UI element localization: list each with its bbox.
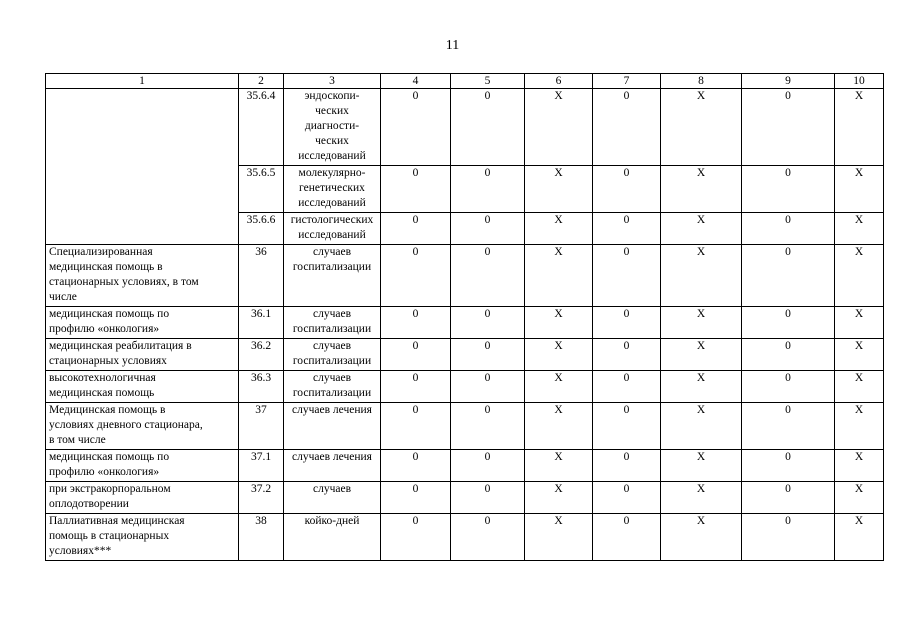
value-cell-col-6: Х [525, 89, 593, 166]
value-cell-col-7: 0 [593, 371, 661, 403]
value-cell-col-8: Х [661, 307, 742, 339]
value-cell-col-9: 0 [742, 371, 835, 403]
value-cell-col-10: Х [835, 482, 884, 514]
row-unit-cell: молекулярно- генетических исследований [284, 166, 381, 213]
value-cell-col-10: Х [835, 213, 884, 245]
value-cell-col-8: Х [661, 89, 742, 166]
value-cell-col-9: 0 [742, 166, 835, 213]
value-cell-col-5: 0 [451, 307, 525, 339]
value-cell-col-6: Х [525, 339, 593, 371]
value-cell-col-9: 0 [742, 450, 835, 482]
value-cell-col-6: Х [525, 371, 593, 403]
value-cell-col-9: 0 [742, 89, 835, 166]
row-name-cell: Медицинская помощь в условиях дневного стационара, в том числе [46, 403, 239, 450]
row-unit-cell: случаев лечения [284, 403, 381, 450]
value-cell-col-7: 0 [593, 482, 661, 514]
row-code-cell: 35.6.6 [239, 213, 284, 245]
row-code-cell: 35.6.5 [239, 166, 284, 213]
column-header-10: 10 [835, 74, 884, 89]
row-code-cell: 37 [239, 403, 284, 450]
column-header-1: 1 [46, 74, 239, 89]
column-header-4: 4 [381, 74, 451, 89]
page-number: 11 [445, 38, 460, 53]
value-cell-col-10: Х [835, 307, 884, 339]
value-cell-col-7: 0 [593, 450, 661, 482]
value-cell-col-5: 0 [451, 245, 525, 307]
column-header-6: 6 [525, 74, 593, 89]
value-cell-col-4: 0 [381, 450, 451, 482]
value-cell-col-5: 0 [451, 482, 525, 514]
value-cell-col-6: Х [525, 307, 593, 339]
value-cell-col-10: Х [835, 514, 884, 561]
row-unit-cell: случаев госпитализации [284, 307, 381, 339]
table-row [46, 482, 884, 514]
value-cell-col-10: Х [835, 403, 884, 450]
table-row [46, 245, 884, 307]
table-row [46, 371, 884, 403]
column-header-9: 9 [742, 74, 835, 89]
row-code-cell: 36 [239, 245, 284, 307]
value-cell-col-6: Х [525, 403, 593, 450]
value-cell-col-8: Х [661, 403, 742, 450]
row-unit-cell: случаев [284, 482, 381, 514]
value-cell-col-10: Х [835, 450, 884, 482]
table-row [46, 89, 884, 166]
value-cell-col-4: 0 [381, 482, 451, 514]
row-unit-cell: гистологических исследований [284, 213, 381, 245]
value-cell-col-5: 0 [451, 89, 525, 166]
value-cell-col-10: Х [835, 371, 884, 403]
value-cell-col-4: 0 [381, 514, 451, 561]
row-code-cell: 38 [239, 514, 284, 561]
column-header-7: 7 [593, 74, 661, 89]
value-cell-col-4: 0 [381, 245, 451, 307]
value-cell-col-9: 0 [742, 514, 835, 561]
value-cell-col-8: Х [661, 482, 742, 514]
value-cell-col-5: 0 [451, 166, 525, 213]
value-cell-col-8: Х [661, 514, 742, 561]
value-cell-col-7: 0 [593, 166, 661, 213]
row-name-cell: при экстракорпоральном оплодотворении [46, 482, 239, 514]
row-code-cell: 37.2 [239, 482, 284, 514]
value-cell-col-4: 0 [381, 339, 451, 371]
row-code-cell: 36.3 [239, 371, 284, 403]
table-row [46, 403, 884, 450]
row-name-cell [46, 89, 239, 245]
value-cell-col-8: Х [661, 245, 742, 307]
table-row [46, 339, 884, 371]
row-name-cell: медицинская помощь по профилю «онкология» [46, 450, 239, 482]
value-cell-col-10: Х [835, 89, 884, 166]
value-cell-col-8: Х [661, 339, 742, 371]
column-header-5: 5 [451, 74, 525, 89]
value-cell-col-10: Х [835, 245, 884, 307]
value-cell-col-5: 0 [451, 450, 525, 482]
table-row [46, 514, 884, 561]
row-unit-cell: случаев лечения [284, 450, 381, 482]
value-cell-col-7: 0 [593, 307, 661, 339]
value-cell-col-9: 0 [742, 213, 835, 245]
row-code-cell: 37.1 [239, 450, 284, 482]
row-name-cell: Специализированная медицинская помощь в стационарных условиях, в том числе [46, 245, 239, 307]
value-cell-col-7: 0 [593, 213, 661, 245]
value-cell-col-10: Х [835, 166, 884, 213]
value-cell-col-4: 0 [381, 89, 451, 166]
value-cell-col-7: 0 [593, 339, 661, 371]
value-cell-col-9: 0 [742, 339, 835, 371]
value-cell-col-9: 0 [742, 307, 835, 339]
value-cell-col-4: 0 [381, 371, 451, 403]
value-cell-col-6: Х [525, 245, 593, 307]
header-row [46, 74, 884, 89]
column-header-2: 2 [239, 74, 284, 89]
column-header-3: 3 [284, 74, 381, 89]
row-name-cell: медицинская помощь по профилю «онкология» [46, 307, 239, 339]
row-unit-cell: эндоскопи- ческих диагности- ческих исследований [284, 89, 381, 166]
value-cell-col-6: Х [525, 213, 593, 245]
value-cell-col-5: 0 [451, 371, 525, 403]
row-unit-cell: случаев госпитализации [284, 371, 381, 403]
value-cell-col-10: Х [835, 339, 884, 371]
value-cell-col-6: Х [525, 482, 593, 514]
value-cell-col-8: Х [661, 166, 742, 213]
value-cell-col-7: 0 [593, 403, 661, 450]
row-name-cell: медицинская реабилитация в стационарных условиях [46, 339, 239, 371]
row-code-cell: 35.6.4 [239, 89, 284, 166]
value-cell-col-6: Х [525, 450, 593, 482]
value-cell-col-8: Х [661, 450, 742, 482]
value-cell-col-4: 0 [381, 213, 451, 245]
value-cell-col-7: 0 [593, 245, 661, 307]
table-row [46, 450, 884, 482]
row-unit-cell: койко-дней [284, 514, 381, 561]
value-cell-col-7: 0 [593, 514, 661, 561]
table-row [46, 307, 884, 339]
row-unit-cell: случаев госпитализации [284, 339, 381, 371]
value-cell-col-5: 0 [451, 213, 525, 245]
row-unit-cell: случаев госпитализации [284, 245, 381, 307]
value-cell-col-9: 0 [742, 482, 835, 514]
value-cell-col-8: Х [661, 213, 742, 245]
value-cell-col-6: Х [525, 514, 593, 561]
row-code-cell: 36.2 [239, 339, 284, 371]
data-table [45, 73, 884, 561]
value-cell-col-8: Х [661, 371, 742, 403]
value-cell-col-5: 0 [451, 339, 525, 371]
row-name-cell: Паллиативная медицинская помощь в стационарных условиях*** [46, 514, 239, 561]
value-cell-col-9: 0 [742, 245, 835, 307]
value-cell-col-4: 0 [381, 166, 451, 213]
value-cell-col-4: 0 [381, 403, 451, 450]
column-header-8: 8 [661, 74, 742, 89]
value-cell-col-5: 0 [451, 514, 525, 561]
value-cell-col-5: 0 [451, 403, 525, 450]
value-cell-col-9: 0 [742, 403, 835, 450]
row-name-cell: высокотехнологичная медицинская помощь [46, 371, 239, 403]
row-code-cell: 36.1 [239, 307, 284, 339]
value-cell-col-7: 0 [593, 89, 661, 166]
value-cell-col-4: 0 [381, 307, 451, 339]
value-cell-col-6: Х [525, 166, 593, 213]
